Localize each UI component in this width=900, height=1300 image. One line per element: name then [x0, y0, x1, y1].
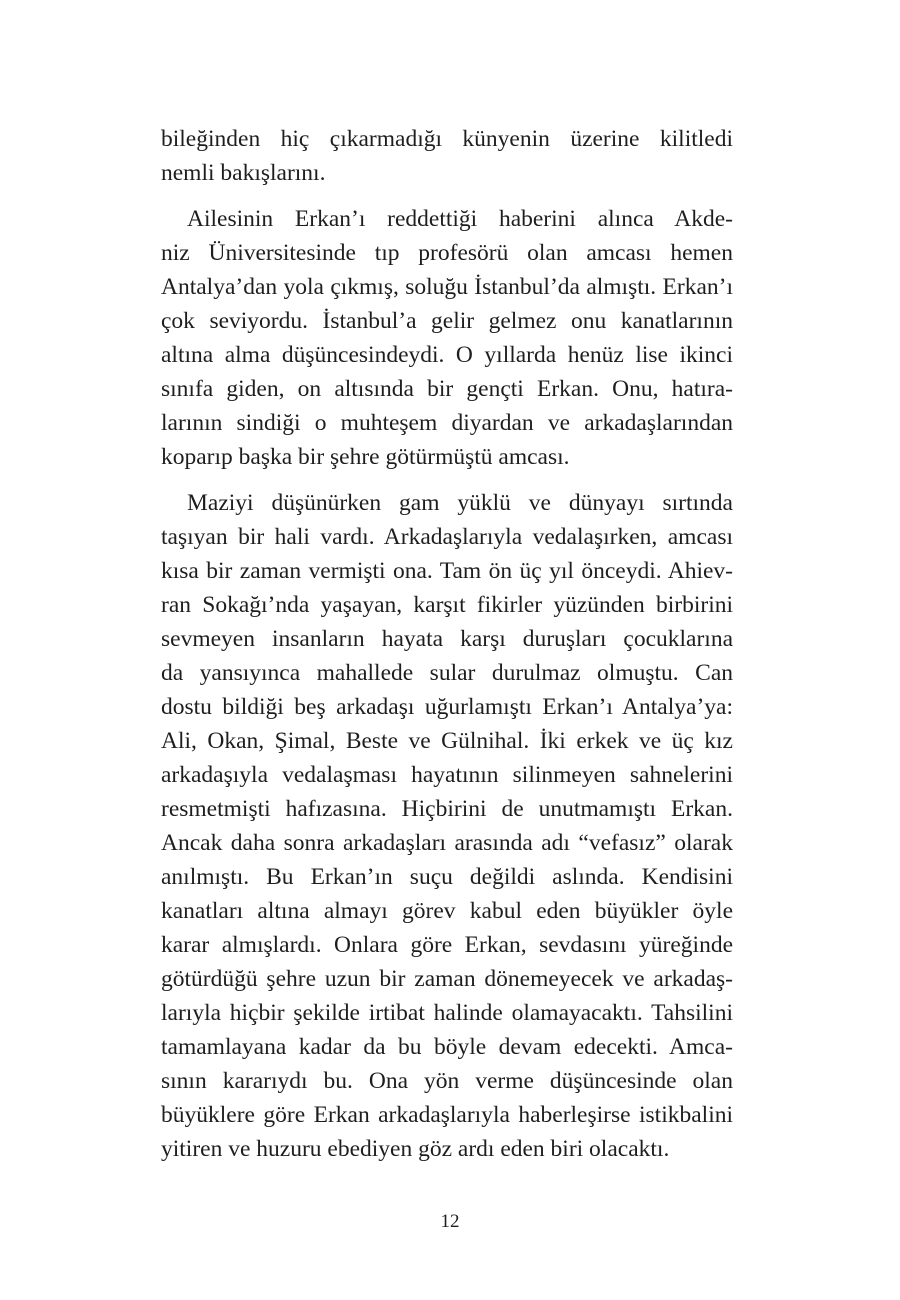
text-line: altına alma düşüncesindeydi. O yıllarda henüz lise ikinci: [161, 342, 733, 368]
text-line: kanatları altına almayı görev kabul eden büyükler öyle: [161, 898, 733, 924]
text-line: Ali, Okan, Şimal, Beste ve Gülnihal. İki erkek ve üç kız: [161, 728, 733, 754]
text-line: sının kararıydı bu. Ona yön verme düşüncesinde olan: [161, 1068, 733, 1094]
text-line: koparıp başka bir şehre götürmüştü amcası.: [161, 444, 570, 470]
text-line: taşıyan bir hali vardı. Arkadaşlarıyla vedalaşırken, amcası: [161, 524, 733, 550]
text-line: sevmeyen insanların hayata karşı duruşları çocuklarına: [161, 626, 733, 652]
text-line: niz Üniversitesinde tıp profesörü olan amcası hemen: [161, 240, 733, 266]
text-line: da yansıyınca mahallede sular durulmaz olmuştu. Can: [161, 660, 733, 686]
text-line: götürdüğü şehre uzun bir zaman dönemeyecek ve arkadaş-: [161, 966, 733, 992]
body-text: [161, 122, 733, 1166]
text-line: tamamlayana kadar da bu böyle devam edecekti. Amca-: [161, 1034, 733, 1060]
text-line: kısa bir zaman vermişti ona. Tam ön üç yıl önceydi. Ahiev-: [161, 558, 733, 584]
text-line: nemli bakışlarını.: [161, 160, 326, 186]
text-line: çok seviyordu. İstanbul’a gelir gelmez onu kanatlarının: [161, 308, 733, 334]
paragraph: [161, 122, 733, 190]
text-line: arkadaşıyla vedalaşması hayatının silinmeyen sahnelerini: [161, 762, 733, 788]
text-line: resmetmişti hafızasına. Hiçbirini de unutmamıştı Erkan.: [161, 796, 733, 822]
paragraph: [161, 486, 733, 1166]
text-line: Maziyi düşünürken gam yüklü ve dünyayı sırtında: [187, 490, 733, 516]
text-line: Antalya’dan yola çıkmış, soluğu İstanbul’da almıştı. Erkan’ı: [161, 274, 733, 300]
text-line: Ancak daha sonra arkadaşları arasında adı “vefasız” olarak: [161, 830, 733, 856]
text-line: sınıfa giden, on altısında bir gençti Erkan. Onu, hatıra-: [161, 376, 733, 402]
text-line: dostu bildiği beş arkadaşı uğurlamıştı Erkan’ı Antalya’ya:: [161, 694, 733, 720]
text-line: büyüklere göre Erkan arkadaşlarıyla haberleşirse istikbalini: [161, 1102, 733, 1128]
text-line: anılmıştı. Bu Erkan’ın suçu değildi aslında. Kendisini: [161, 864, 733, 890]
text-line: karar almışlardı. Onlara göre Erkan, sevdasını yüreğinde: [161, 932, 733, 958]
text-line: yitiren ve huzuru ebediyen göz ardı eden biri olacaktı.: [161, 1136, 670, 1162]
text-line: Ailesinin Erkan’ı reddettiği haberini alınca Akde-: [187, 206, 733, 232]
page-number: 12: [440, 1211, 460, 1232]
text-line: ran Sokağı’nda yaşayan, karşıt fikirler yüzünden birbirini: [161, 592, 733, 618]
text-line: larının sindiği o muhteşem diyardan ve arkadaşlarından: [161, 410, 733, 436]
text-line: larıyla hiçbir şekilde irtibat halinde olamayacaktı. Tahsilini: [161, 1000, 733, 1026]
text-line: bileğinden hiç çıkarmadığı künyenin üzerine kilitledi: [161, 126, 733, 152]
paragraph: [161, 202, 733, 474]
